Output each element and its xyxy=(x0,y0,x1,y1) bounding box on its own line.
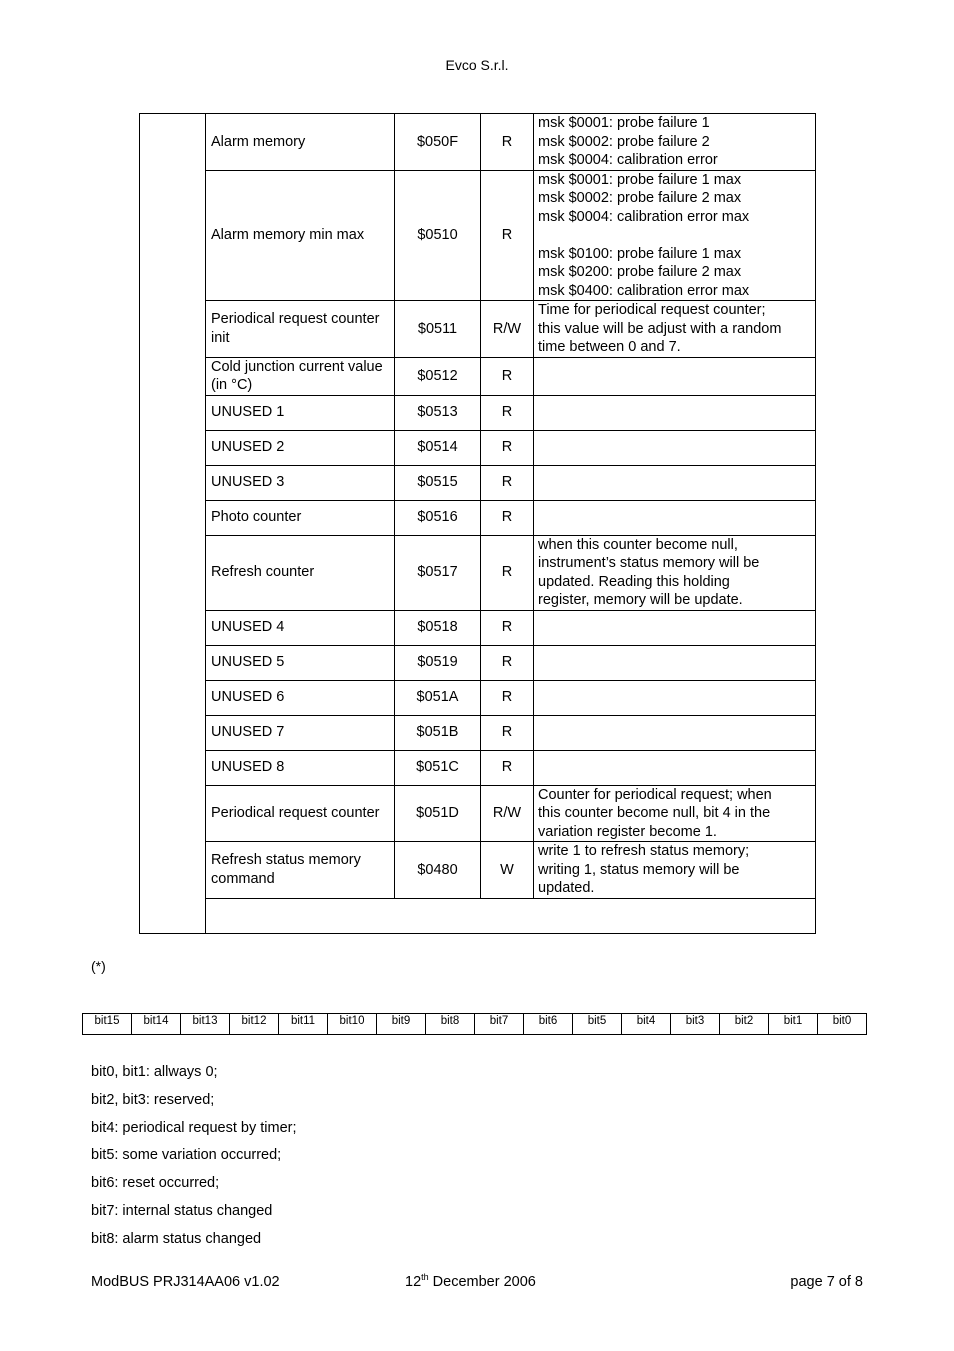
note-line xyxy=(538,226,811,245)
table-row xyxy=(140,465,816,500)
note-line: msk $0200: probe failure 2 max xyxy=(538,264,742,280)
register-access: R xyxy=(481,500,534,535)
bit-cell: bit14 xyxy=(132,1014,181,1035)
register-notes xyxy=(534,750,816,785)
register-address: $051B xyxy=(395,715,481,750)
register-name: Refresh status memory command xyxy=(206,842,395,899)
table-row xyxy=(140,535,816,610)
note-line: updated. Reading this holding xyxy=(538,573,730,590)
footer-page-number: page 7 of 8 xyxy=(790,1274,863,1290)
bit-cell: bit6 xyxy=(524,1014,573,1035)
note-line: msk $0002: probe failure 2 xyxy=(538,133,710,150)
note-line: this counter become null, bit 4 in the xyxy=(538,805,771,821)
bit-cell: bit4 xyxy=(622,1014,671,1035)
register-address: $0517 xyxy=(395,535,481,610)
register-access: R xyxy=(481,357,534,395)
table-row xyxy=(140,500,816,535)
register-address: $0516 xyxy=(395,500,481,535)
note-line: when this counter become null, xyxy=(538,536,738,553)
note-line: msk $0004: calibration error xyxy=(538,152,718,168)
register-notes xyxy=(534,715,816,750)
register-name: Photo counter xyxy=(206,500,395,535)
register-address: $051D xyxy=(395,785,481,842)
register-name: UNUSED 1 xyxy=(206,395,395,430)
note-line: instrument’s status memory will be xyxy=(538,555,760,571)
note-line: write 1 to refresh status memory; xyxy=(538,843,750,859)
register-notes xyxy=(534,645,816,680)
footer-date-day: 12 xyxy=(405,1274,422,1290)
bit-description: bit7: internal status changed xyxy=(91,1202,273,1219)
register-notes xyxy=(534,680,816,715)
bit-description: bit8: alarm status changed xyxy=(91,1230,262,1247)
table-row xyxy=(140,680,816,715)
table-row xyxy=(140,114,816,171)
bit-cell: bit1 xyxy=(769,1014,818,1035)
register-name: UNUSED 2 xyxy=(206,430,395,465)
register-address: $0510 xyxy=(395,170,481,301)
note-line: msk $0002: probe failure 2 max xyxy=(538,190,742,206)
bit-description: bit4: periodical request by timer; xyxy=(91,1119,297,1136)
register-notes xyxy=(534,170,816,301)
register-notes xyxy=(534,301,816,358)
note-line: writing 1, status memory will be xyxy=(538,861,740,878)
note-line: this value will be adjust with a random xyxy=(538,320,782,337)
bit-cell: bit11 xyxy=(279,1014,328,1035)
table-row xyxy=(140,610,816,645)
table-row xyxy=(140,750,816,785)
register-notes xyxy=(534,500,816,535)
blank-column-cell xyxy=(140,114,206,934)
footer-date-rest: December 2006 xyxy=(428,1274,536,1290)
register-access: R xyxy=(481,645,534,680)
register-name: Periodical request counter init xyxy=(206,301,395,358)
register-access: R xyxy=(481,114,534,171)
bit-description: bit0, bit1: allways 0; xyxy=(91,1064,218,1080)
bit-cell: bit9 xyxy=(377,1014,426,1035)
register-access: R xyxy=(481,170,534,301)
register-address: $0514 xyxy=(395,430,481,465)
register-name: UNUSED 6 xyxy=(206,680,395,715)
register-notes xyxy=(534,465,816,500)
note-line: register, memory will be update. xyxy=(538,592,743,608)
footer-date xyxy=(405,1274,536,1290)
register-name: Periodical request counter xyxy=(206,785,395,842)
bit-description: bit6: reset occurred; xyxy=(91,1175,220,1192)
page-header: Evco S.r.l. xyxy=(445,57,509,73)
table-row xyxy=(140,170,816,301)
register-name: UNUSED 8 xyxy=(206,750,395,785)
bit-cell: bit8 xyxy=(426,1014,475,1035)
footnote-marker: (*) xyxy=(91,958,106,974)
table-row xyxy=(140,357,816,395)
bit-cell: bit7 xyxy=(475,1014,524,1035)
register-name: UNUSED 3 xyxy=(206,465,395,500)
bit-description: bit5: some variation occurred; xyxy=(91,1147,282,1164)
note-line: variation register become 1. xyxy=(538,823,717,840)
register-access: R/W xyxy=(481,785,534,842)
register-notes xyxy=(534,785,816,842)
note-line: msk $0400: calibration error max xyxy=(538,282,750,299)
bit-cell: bit10 xyxy=(328,1014,377,1035)
bit-description: bit2, bit3: reserved; xyxy=(91,1091,215,1108)
register-address: $050F xyxy=(395,114,481,171)
register-notes xyxy=(534,430,816,465)
register-address: $0515 xyxy=(395,465,481,500)
register-address: $0519 xyxy=(395,645,481,680)
register-notes xyxy=(534,357,816,395)
table-row xyxy=(140,785,816,842)
note-line: msk $0001: probe failure 1 xyxy=(538,115,710,131)
register-access: W xyxy=(481,842,534,899)
bit-description-list xyxy=(91,1063,297,1258)
register-address: $0511 xyxy=(395,301,481,358)
register-access: R xyxy=(481,465,534,500)
register-access: R xyxy=(481,430,534,465)
register-notes xyxy=(534,395,816,430)
table-row xyxy=(140,645,816,680)
register-name: UNUSED 7 xyxy=(206,715,395,750)
register-name: Alarm memory min max xyxy=(206,170,395,301)
table-row xyxy=(140,842,816,899)
register-table xyxy=(139,113,816,934)
register-access: R/W xyxy=(481,301,534,358)
note-line: msk $0001: probe failure 1 max xyxy=(538,171,742,188)
bit-cell: bit15 xyxy=(83,1014,132,1035)
register-notes xyxy=(534,842,816,899)
note-line: time between 0 and 7. xyxy=(538,339,681,355)
register-notes xyxy=(534,610,816,645)
table-row-empty xyxy=(140,898,816,933)
register-notes xyxy=(534,535,816,610)
table-row xyxy=(140,715,816,750)
bit-layout-table xyxy=(82,1013,867,1035)
table-row xyxy=(140,301,816,358)
register-name: UNUSED 4 xyxy=(206,610,395,645)
register-notes xyxy=(534,114,816,171)
footer-date-suffix: th xyxy=(421,1272,429,1282)
bit-cell: bit0 xyxy=(818,1014,867,1035)
note-line: updated. xyxy=(538,880,595,896)
register-address: $0512 xyxy=(395,357,481,395)
register-address: $0480 xyxy=(395,842,481,899)
register-access: R xyxy=(481,535,534,610)
bit-cell: bit12 xyxy=(230,1014,279,1035)
register-access: R xyxy=(481,715,534,750)
register-name: UNUSED 5 xyxy=(206,645,395,680)
register-name: Refresh counter xyxy=(206,535,395,610)
bit-cell: bit2 xyxy=(720,1014,769,1035)
page-footer xyxy=(91,1274,863,1294)
register-access: R xyxy=(481,610,534,645)
register-access: R xyxy=(481,680,534,715)
register-access: R xyxy=(481,395,534,430)
note-line: msk $0100: probe failure 1 max xyxy=(538,245,742,262)
table-row xyxy=(140,430,816,465)
note-line: Counter for periodical request; when xyxy=(538,786,772,803)
register-name: Alarm memory xyxy=(206,114,395,171)
empty-cell xyxy=(206,898,816,933)
note-line: Time for periodical request counter; xyxy=(538,302,766,318)
bit-cell: bit13 xyxy=(181,1014,230,1035)
register-name: Cold junction current value (in °C) xyxy=(206,357,395,395)
table-row xyxy=(140,395,816,430)
bit-cell: bit5 xyxy=(573,1014,622,1035)
register-address: $051A xyxy=(395,680,481,715)
register-access: R xyxy=(481,750,534,785)
note-line: msk $0004: calibration error max xyxy=(538,208,750,225)
register-address: $0513 xyxy=(395,395,481,430)
register-address: $051C xyxy=(395,750,481,785)
register-address: $0518 xyxy=(395,610,481,645)
footer-document-id: ModBUS PRJ314AA06 v1.02 xyxy=(91,1274,280,1290)
bit-cell: bit3 xyxy=(671,1014,720,1035)
